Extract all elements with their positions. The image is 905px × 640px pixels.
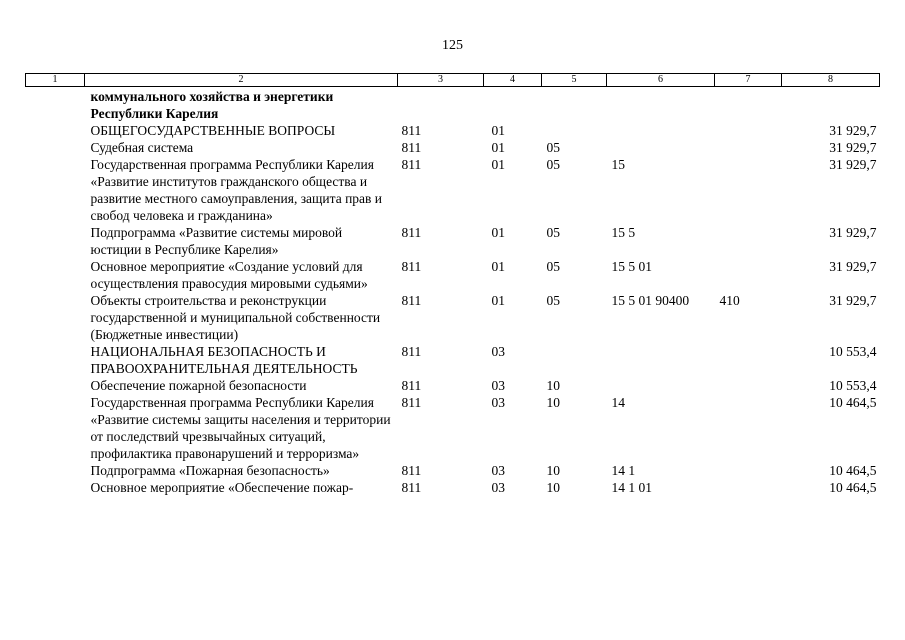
row-c8: 31 929,7 xyxy=(829,140,877,155)
row-c7 xyxy=(715,156,782,224)
row-c5 xyxy=(542,343,607,377)
row-c5: 10 xyxy=(546,463,560,478)
table-row xyxy=(26,479,880,496)
row-c8: 10 464,5 xyxy=(829,395,877,410)
row-c3: 811 xyxy=(401,157,422,172)
row-c3: 811 xyxy=(401,140,422,155)
row-c3 xyxy=(398,87,484,123)
row-c4: 03 xyxy=(491,395,505,410)
row-c4: 01 xyxy=(491,123,505,138)
row-c6: 15 5 xyxy=(611,225,636,240)
row-cell-empty xyxy=(26,122,85,139)
row-c7 xyxy=(715,377,782,394)
row-name: ОБЩЕГОСУДАРСТВЕННЫЕ ВОПРОСЫ xyxy=(90,123,336,138)
row-name: Подпрограмма «Пожарная безопасность» xyxy=(90,463,330,478)
row-c6 xyxy=(607,122,715,139)
table-row xyxy=(26,224,880,258)
row-c4 xyxy=(484,87,542,123)
row-c8: 31 929,7 xyxy=(829,157,877,172)
row-name: Основное мероприятие «Создание условий для осуществления правосудия мировыми судьями» xyxy=(90,259,368,291)
row-c6: 14 xyxy=(611,395,625,410)
row-c4: 03 xyxy=(491,480,505,495)
row-c8 xyxy=(782,87,880,123)
row-c7 xyxy=(715,343,782,377)
row-c8: 10 464,5 xyxy=(829,480,877,495)
row-c4: 03 xyxy=(491,344,505,359)
row-c6: 15 5 01 90400 xyxy=(611,293,690,308)
row-c7 xyxy=(715,87,782,123)
row-name: Государственная программа Республики Карелия «Развитие институтов гражданского общества и развитие местного самоуправления, защита прав и свобод человека и гражданина» xyxy=(90,157,383,223)
row-c6: 14 1 xyxy=(611,463,636,478)
row-c4: 01 xyxy=(491,293,505,308)
row-c6 xyxy=(607,343,715,377)
row-c7 xyxy=(715,122,782,139)
row-c6 xyxy=(607,377,715,394)
row-c3: 811 xyxy=(401,344,422,359)
table-row xyxy=(26,87,880,123)
row-c7 xyxy=(715,224,782,258)
row-c3: 811 xyxy=(401,293,422,308)
row-cell-empty xyxy=(26,462,85,479)
column-header: 8 xyxy=(782,74,880,87)
row-c8: 31 929,7 xyxy=(829,259,877,274)
row-c4: 01 xyxy=(491,140,505,155)
row-c3: 811 xyxy=(401,123,422,138)
column-header: 5 xyxy=(542,74,607,87)
row-c4: 01 xyxy=(491,157,505,172)
table-row xyxy=(26,343,880,377)
row-c8: 10 553,4 xyxy=(829,344,877,359)
row-cell-empty xyxy=(26,139,85,156)
row-c5: 05 xyxy=(546,259,560,274)
row-name: Объекты строительства и реконструкции государственной и муниципальной собственности (Бюджетные инвестиции) xyxy=(90,293,381,342)
row-c5: 05 xyxy=(546,293,560,308)
row-c8: 31 929,7 xyxy=(829,123,877,138)
row-c5: 10 xyxy=(546,378,560,393)
row-name: Основное мероприятие «Обеспечение пожар- xyxy=(90,480,354,495)
row-c5: 05 xyxy=(546,225,560,240)
table-row xyxy=(26,139,880,156)
row-c6: 15 5 01 xyxy=(611,259,652,274)
page-number: 125 xyxy=(442,38,463,53)
row-c5: 05 xyxy=(546,157,560,172)
row-cell-empty xyxy=(26,343,85,377)
row-c8: 31 929,7 xyxy=(829,225,877,240)
column-header: 2 xyxy=(85,74,398,87)
row-cell-empty xyxy=(26,87,85,123)
row-cell-empty xyxy=(26,377,85,394)
row-cell-empty xyxy=(26,292,85,343)
table-row xyxy=(26,394,880,462)
row-c5 xyxy=(542,87,607,123)
row-c8: 10 553,4 xyxy=(829,378,877,393)
row-name: НАЦИОНАЛЬНАЯ БЕЗОПАСНОСТЬ И ПРАВООХРАНИТЕЛЬНАЯ ДЕЯТЕЛЬНОСТЬ xyxy=(90,344,358,376)
row-c7 xyxy=(715,394,782,462)
budget-table xyxy=(25,73,880,496)
row-c6 xyxy=(607,87,715,123)
table-row xyxy=(26,377,880,394)
column-header: 6 xyxy=(607,74,715,87)
row-c7 xyxy=(715,258,782,292)
row-c4: 01 xyxy=(491,225,505,240)
column-number-header xyxy=(26,74,880,87)
row-c5: 10 xyxy=(546,480,560,495)
row-c8: 31 929,7 xyxy=(829,293,877,308)
row-name: Обеспечение пожарной безопасности xyxy=(90,378,307,393)
column-header: 4 xyxy=(484,74,542,87)
row-cell-empty xyxy=(26,224,85,258)
table-row xyxy=(26,122,880,139)
column-header: 7 xyxy=(715,74,782,87)
table-row xyxy=(26,258,880,292)
row-cell-empty xyxy=(26,394,85,462)
row-c4: 01 xyxy=(491,259,505,274)
row-c6 xyxy=(607,139,715,156)
row-cell-empty xyxy=(26,479,85,496)
row-c8: 10 464,5 xyxy=(829,463,877,478)
row-c4: 03 xyxy=(491,378,505,393)
row-c5: 10 xyxy=(546,395,560,410)
row-name: Подпрограмма «Развитие системы мировой юстиции в Республике Карелия» xyxy=(90,225,343,257)
table-row xyxy=(26,156,880,224)
row-c7 xyxy=(715,462,782,479)
row-name: Государственная программа Республики Карелия «Развитие системы защиты населения и территории от последствий чрезвычайных ситуаций, профилактика правонарушений и терроризма» xyxy=(90,395,391,461)
row-name: Судебная система xyxy=(90,140,194,155)
row-cell-empty xyxy=(26,258,85,292)
table-row xyxy=(26,292,880,343)
row-c4: 03 xyxy=(491,463,505,478)
row-c6: 14 1 01 xyxy=(611,480,652,495)
row-c3: 811 xyxy=(401,378,422,393)
row-name: коммунального хозяйства и энергетики Республики Карелия xyxy=(90,89,334,121)
row-cell-empty xyxy=(26,156,85,224)
row-c3: 811 xyxy=(401,395,422,410)
row-c5 xyxy=(542,122,607,139)
table-row xyxy=(26,462,880,479)
row-c7 xyxy=(715,139,782,156)
row-c6: 15 xyxy=(611,157,625,172)
row-c3: 811 xyxy=(401,463,422,478)
row-c5: 05 xyxy=(546,140,560,155)
row-c3: 811 xyxy=(401,259,422,274)
row-c3: 811 xyxy=(401,480,422,495)
column-header: 3 xyxy=(398,74,484,87)
row-c7: 410 xyxy=(719,293,740,308)
row-c7 xyxy=(715,479,782,496)
row-c3: 811 xyxy=(401,225,422,240)
column-header: 1 xyxy=(26,74,85,87)
